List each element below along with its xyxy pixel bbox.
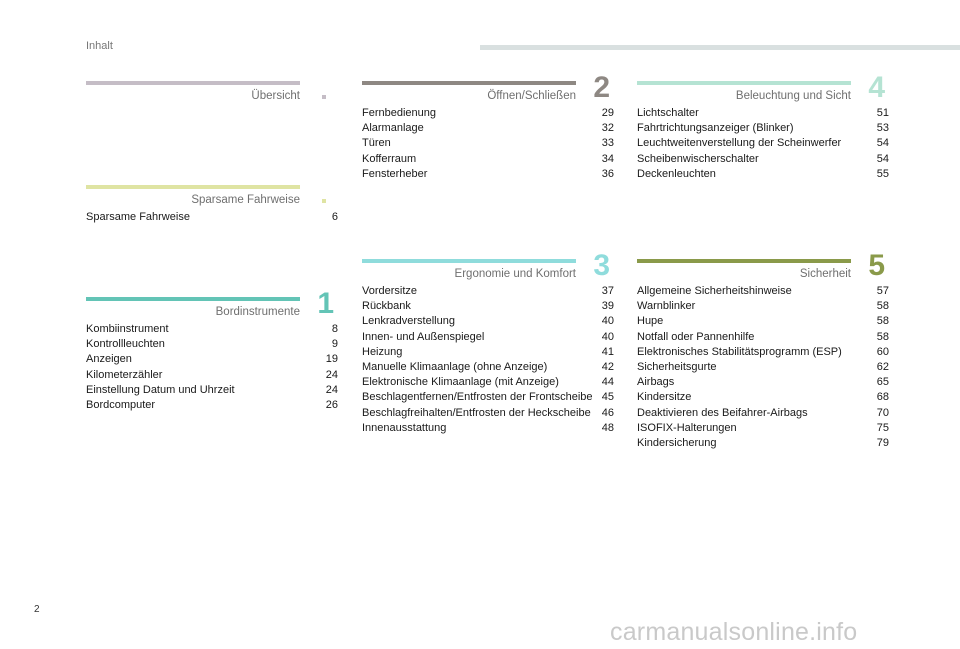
entry-list [362, 284, 614, 436]
entry-list [637, 106, 889, 182]
toc-entry-label: Leuchtweitenverstellung der Scheinwerfer [637, 137, 842, 150]
toc-entry-label: Hupe [637, 315, 664, 328]
toc-entry-page: 53 [876, 122, 889, 135]
toc-entry-page: 58 [876, 315, 889, 328]
section-number: 2 [593, 71, 610, 104]
toc-entry-page: 54 [876, 137, 889, 150]
toc-entry-page: 46 [601, 406, 614, 419]
toc-entry[interactable] [362, 121, 614, 136]
toc-entry[interactable] [86, 352, 338, 367]
toc-entry-label: Heizung [362, 345, 403, 358]
toc-entry-label: Fensterheber [362, 167, 428, 180]
toc-entry[interactable] [86, 383, 338, 398]
toc-entry[interactable] [637, 330, 889, 345]
toc-entry-page: 40 [601, 330, 614, 343]
toc-entry[interactable] [637, 421, 889, 436]
toc-entry[interactable] [362, 421, 614, 436]
toc-entry-page: 26 [325, 399, 338, 412]
toc-entry[interactable] [637, 436, 889, 451]
toc-entry-label: Kindersitze [637, 391, 692, 404]
toc-entry[interactable] [362, 299, 614, 314]
toc-entry-page: 65 [876, 376, 889, 389]
toc-entry-page: 36 [601, 167, 614, 180]
toc-entry-page: 57 [876, 285, 889, 297]
toc-entry-label: Scheibenwischerschalter [637, 152, 759, 165]
section-title: Bordinstrumente [215, 306, 300, 318]
toc-entry-page: 42 [601, 361, 614, 374]
section-number: 5 [868, 249, 885, 282]
toc-entry-label: Notfall oder Pannenhilfe [637, 330, 755, 343]
toc-entry-page: 51 [876, 107, 889, 119]
section-title: Beleuchtung und Sicht [735, 90, 851, 102]
toc-entry-label: Sparsame Fahrweise [86, 211, 190, 223]
toc-entry-label: Elektronische Klimaanlage (mit Anzeige) [362, 376, 559, 389]
toc-entry-label: Einstellung Datum und Uhrzeit [86, 383, 235, 396]
toc-entry-page: 58 [876, 300, 889, 313]
section-title: Öffnen/Schließen [487, 90, 576, 102]
toc-entry-page: 9 [331, 338, 338, 351]
toc-entry-label: Beschlagfreihalten/Entfrosten der Heckscheibe [362, 406, 591, 419]
toc-entry-label: Lichtschalter [637, 107, 699, 119]
toc-entry-page: 33 [601, 137, 614, 150]
toc-entry[interactable] [637, 121, 889, 136]
toc-entry-label: Kindersicherung [637, 437, 717, 450]
entry-list [637, 284, 889, 451]
toc-entry-page: 8 [331, 323, 338, 335]
section-title: Ergonomie und Komfort [454, 268, 576, 280]
toc-entry-label: Innenausstattung [362, 421, 447, 434]
section-title: Übersicht [251, 90, 300, 102]
toc-entry-page: 75 [876, 421, 889, 434]
toc-entry[interactable] [637, 152, 889, 167]
toc-entry-page: 29 [601, 107, 614, 119]
toc-entry[interactable] [637, 406, 889, 421]
section-marker-icon [322, 199, 326, 203]
toc-entry[interactable] [362, 152, 614, 167]
toc-entry-page: 58 [876, 330, 889, 343]
toc-entry-page: 41 [601, 345, 614, 358]
toc-entry-label: Innen- und Außenspiegel [362, 330, 485, 343]
toc-entry-page: 39 [601, 300, 614, 313]
toc-entry[interactable] [86, 337, 338, 352]
toc-entry-page: 45 [601, 391, 614, 404]
toc-entry-label: Kontrollleuchten [86, 338, 165, 351]
toc-entry[interactable] [362, 136, 614, 151]
toc-entry[interactable] [362, 167, 614, 182]
toc-entry[interactable] [362, 375, 614, 390]
toc-entry[interactable] [637, 375, 889, 390]
entry-list [86, 322, 338, 413]
toc-entry-page: 48 [601, 421, 614, 434]
toc-entry[interactable] [362, 390, 614, 405]
toc-entry-label: Deaktivieren des Beifahrer-Airbags [637, 406, 808, 419]
toc-entry-label: Warnblinker [637, 300, 696, 313]
toc-entry-page: 24 [325, 383, 338, 396]
toc-entry-label: Elektronisches Stabilitätsprogramm (ESP) [637, 345, 842, 358]
toc-entry-label: Airbags [637, 376, 675, 389]
toc-entry-label: Türen [362, 137, 391, 150]
toc-entry-label: Kombiinstrument [86, 323, 169, 335]
toc-entry[interactable] [637, 360, 889, 375]
toc-entry-page: 55 [876, 167, 889, 180]
toc-entry[interactable] [637, 106, 889, 121]
section-number: 1 [317, 287, 334, 320]
toc-entry[interactable] [637, 299, 889, 314]
toc-entry-label: Kofferraum [362, 152, 417, 165]
toc-entry[interactable] [86, 398, 338, 413]
section-number: 3 [593, 249, 610, 282]
toc-entry[interactable] [637, 284, 889, 299]
page-label: Inhalt [86, 40, 113, 52]
toc-entry-label: Alarmanlage [362, 122, 424, 135]
toc-entry[interactable] [637, 390, 889, 405]
section-color-bar [86, 81, 300, 85]
toc-entry-label: Lenkradverstellung [362, 315, 455, 328]
toc-entry-label: Anzeigen [86, 353, 132, 366]
toc-entry-page: 24 [325, 368, 338, 381]
toc-entry-page: 62 [876, 361, 889, 374]
section-marker-icon [322, 95, 326, 99]
section-color-bar [362, 259, 576, 263]
section-title: Sparsame Fahrweise [191, 194, 300, 206]
watermark: carmanualsonline.info [610, 618, 858, 646]
section-color-bar [86, 297, 300, 301]
toc-entry-label: Bordcomputer [86, 399, 156, 412]
toc-entry-page: 37 [601, 285, 614, 297]
toc-entry[interactable] [86, 322, 338, 337]
toc-entry-page: 40 [601, 315, 614, 328]
header-bar [480, 45, 960, 50]
toc-entry[interactable] [362, 284, 614, 299]
toc-entry[interactable] [362, 330, 614, 345]
toc-entry-page: 54 [876, 152, 889, 165]
section-color-bar [86, 185, 300, 189]
toc-entry-page: 6 [331, 211, 338, 223]
toc-entry-label: Allgemeine Sicherheitshinweise [637, 285, 792, 297]
toc-entry[interactable] [362, 406, 614, 421]
section-title: Sicherheit [799, 268, 851, 280]
toc-entry-label: Sicherheitsgurte [637, 361, 717, 374]
section-color-bar [637, 259, 851, 263]
section-number: 4 [868, 71, 885, 104]
toc-entry[interactable] [362, 106, 614, 121]
toc-entry-page: 32 [601, 122, 614, 135]
toc-entry-label: Fahrtrichtungsanzeiger (Blinker) [637, 122, 794, 135]
toc-entry-page: 34 [601, 152, 614, 165]
toc-entry-label: Manuelle Klimaanlage (ohne Anzeige) [362, 361, 548, 374]
toc-entry[interactable] [86, 210, 338, 225]
toc-entry-label: Rückbank [362, 300, 411, 313]
toc-entry-label: Vordersitze [362, 285, 418, 297]
toc-entry-page: 19 [325, 353, 338, 366]
toc-entry-page: 68 [876, 391, 889, 404]
toc-entry-label: Beschlagentfernen/Entfrosten der Frontscheibe [362, 391, 593, 404]
toc-entry[interactable] [362, 345, 614, 360]
toc-entry[interactable] [637, 167, 889, 182]
section-color-bar [362, 81, 576, 85]
toc-entry[interactable] [637, 314, 889, 329]
toc-entry[interactable] [362, 314, 614, 329]
entry-list [362, 106, 614, 182]
toc-entry[interactable] [362, 360, 614, 375]
toc-entry[interactable] [637, 136, 889, 151]
toc-entry-label: Fernbedienung [362, 107, 437, 119]
toc-entry-label: ISOFIX-Halterungen [637, 421, 737, 434]
toc-entry[interactable] [637, 345, 889, 360]
toc-entry-page: 44 [601, 376, 614, 389]
toc-entry-label: Deckenleuchten [637, 167, 716, 180]
page-number: 2 [34, 604, 40, 615]
toc-entry-page: 60 [876, 345, 889, 358]
toc-entry[interactable] [86, 368, 338, 383]
toc-entry-page: 70 [876, 406, 889, 419]
toc-entry-label: Kilometerzähler [86, 368, 163, 381]
toc-entry-page: 79 [876, 437, 889, 450]
entry-list [86, 210, 338, 225]
section-color-bar [637, 81, 851, 85]
